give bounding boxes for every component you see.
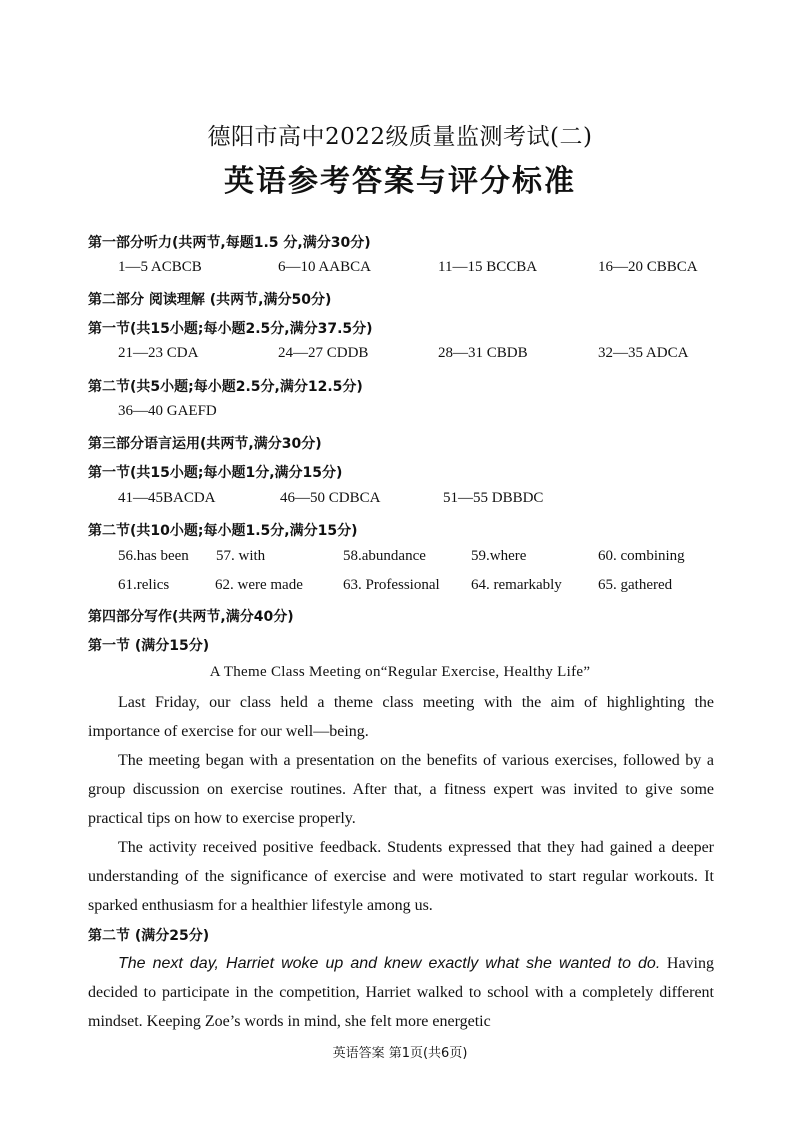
continuation-lead-sentence: The next day, Harriet woke up and knew exactly what she wanted to do. (118, 955, 661, 972)
part3-section1-answer-row (0, 490, 800, 510)
essay-paragraph-text: Last Friday, our class held a theme class meeting with the aim of highlighting the importance of exercise for our well—being. (88, 694, 714, 740)
document-subtitle: 英语参考答案与评分标准 (224, 164, 576, 199)
answer-group: 24—27 CDDB (278, 345, 369, 361)
page-footer: 英语答案 第1页(共6页) (332, 1046, 468, 1061)
answer-group: 21—23 CDA (118, 345, 199, 361)
answer-group: 6—10 AABCA (278, 259, 371, 275)
answer-group: 51—55 DBBDC (443, 490, 544, 506)
essay-paragraph (88, 746, 714, 833)
part2-section2-heading: 第二节(共5小题;每小题2.5分,满分12.5分) (88, 379, 363, 395)
answer-item: 62. were made (215, 577, 303, 593)
essay-paragraph (88, 833, 714, 920)
part4-heading: 第四部分写作(共两节,满分40分) (88, 609, 294, 625)
answer-group: 1—5 ACBCB (118, 259, 202, 275)
part4-section1-heading: 第一节 (满分15分) (88, 638, 210, 654)
part2-heading: 第二部分 阅读理解 (共两节,满分50分) (88, 292, 332, 308)
answer-item: 59.where (471, 548, 527, 564)
answer-item: 63. Professional (343, 577, 440, 593)
answer-group: 46—50 CDBCA (280, 490, 381, 506)
exam-title: 德阳市高中2022级质量监测考试(二) (207, 124, 593, 150)
continuation-text: Having decided to participate in the competition, Harriet walked to school with a completely different mindset. Keeping Zoe’s words in mind, she felt more energetic (88, 955, 714, 1030)
answer-item: 56.has been (118, 548, 189, 564)
answer-item: 61.relics (118, 577, 170, 593)
answer-group: 32—35 ADCA (598, 345, 689, 361)
part3-section1-heading: 第一节(共15小题;每小题1分,满分15分) (88, 465, 343, 481)
answer-item: 64. remarkably (471, 577, 562, 593)
answer-group: 41—45BACDA (118, 490, 216, 506)
essay-title: A Theme Class Meeting on“Regular Exercise, Healthy Life” (209, 664, 591, 680)
essay-paragraph-text: The meeting began with a presentation on the benefits of various exercises, followed by a group discussion on exercise routines. After that, a fitness expert was invited to give some practical tips on how to exercise properly. (88, 752, 714, 827)
answer-item: 58.abundance (343, 548, 426, 564)
part2-section1-heading: 第一节(共15小题;每小题2.5分,满分37.5分) (88, 321, 373, 337)
answer-item: 57. with (216, 548, 266, 564)
answer-item: 60. combining (598, 548, 685, 564)
part3-section2-answer-row-2 (0, 577, 800, 597)
part1-heading: 第一部分听力(共两节,每题1.5 分,满分30分) (88, 235, 371, 251)
part2-section1-answer-row (0, 345, 800, 365)
essay-paragraph-text: The activity received positive feedback. Students expressed that they had gained a deeper understanding of the significance of exercise and were motivated to start regular workouts. It sparked enthusiasm for a healthier lifestyle among us. (88, 839, 714, 914)
answer-group: 11—15 BCCBA (438, 259, 538, 275)
answer-group: 28—31 CBDB (438, 345, 528, 361)
part3-section2-heading: 第二节(共10小题;每小题1.5分,满分15分) (88, 523, 358, 539)
answer-group: 16—20 CBBCA (598, 259, 698, 275)
part3-heading: 第三部分语言运用(共两节,满分30分) (88, 436, 322, 452)
answer-item: 65. gathered (598, 577, 673, 593)
continuation-paragraph (88, 949, 714, 1036)
part4-section2-heading: 第二节 (满分25分) (88, 928, 210, 944)
answer-group: 36—40 GAEFD (118, 403, 217, 419)
part2-section2-answer-row (0, 403, 800, 423)
essay-paragraph (88, 688, 714, 746)
part1-answer-row (0, 259, 800, 279)
part3-section2-answer-row-1 (0, 548, 800, 568)
